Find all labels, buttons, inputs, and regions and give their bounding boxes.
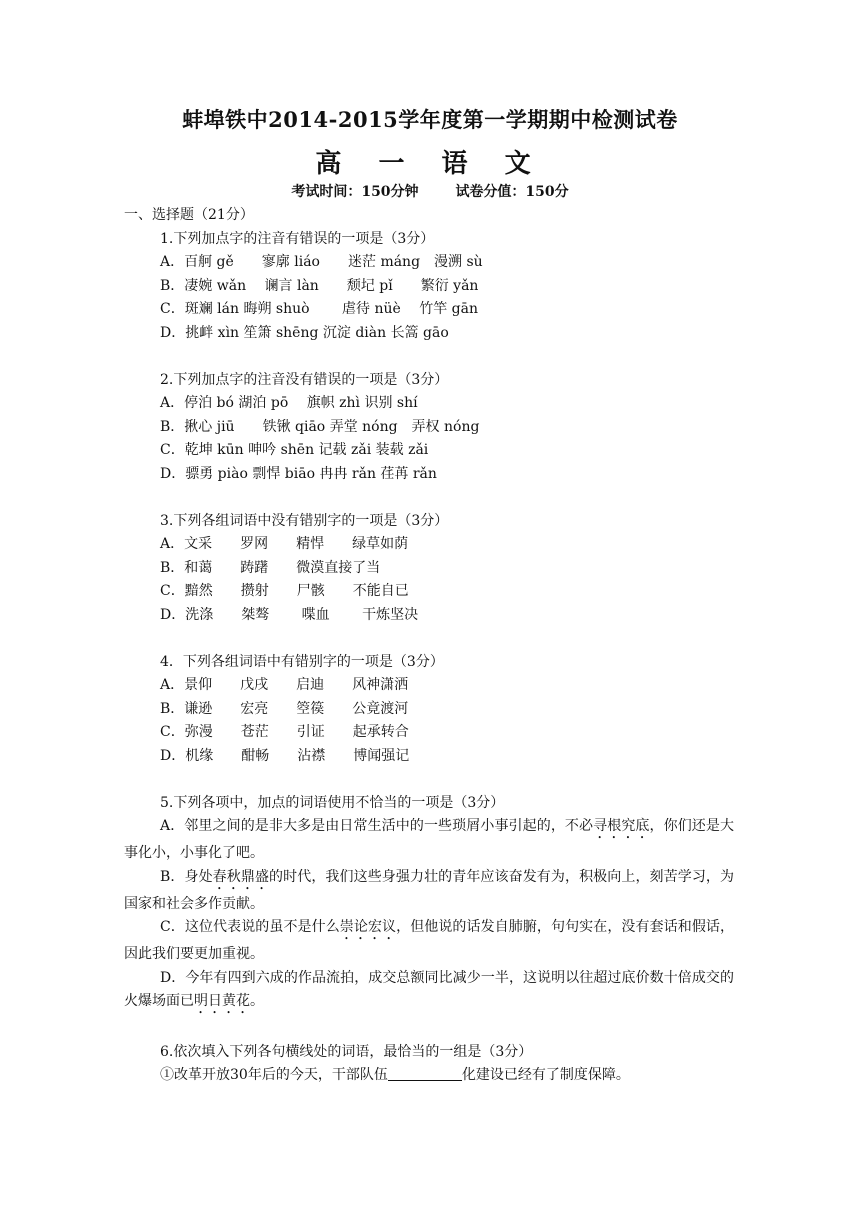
sentence-text: ①改革开放30年后的今天，干部队伍 <box>160 1067 388 1083</box>
exam-time: 考试时间：150分钟 <box>291 184 419 200</box>
fill-blank <box>388 1066 462 1081</box>
spacer <box>124 345 734 369</box>
dotted-phrase: 崇论宏议 <box>339 919 397 935</box>
option-c <box>124 916 734 967</box>
option-b: B．凄婉 wǎn 谰言 làn 颓圮 pǐ 繁衍 yǎn <box>160 277 479 294</box>
option-c: C．斑斓 lán 晦朔 shuò 虐待 nüè 竹竿 gān <box>160 301 478 317</box>
question-3 <box>124 510 734 628</box>
option-a: A．停泊 bó 湖泊 pō 旗帜 zhì 识别 shí <box>160 395 418 411</box>
option-text: A．邻里之间的是非大多是由日常生活中的一些琐屑小事引起的，不必 <box>160 818 594 834</box>
option-text: ，但他说的话发自肺腑，句句实在，没有套话和假话，因此我们要更加重视。 <box>124 919 734 962</box>
question-stem: 5.下列各项中，加点的词语使用不恰当的一项是（3分） <box>160 794 505 811</box>
spacer <box>124 1017 734 1041</box>
option-a <box>124 815 734 866</box>
option-d <box>124 967 734 1018</box>
question-stem: 4．下列各组词语中有错别字的一项是（3分） <box>160 653 444 670</box>
spacer <box>124 768 734 792</box>
question-6 <box>124 1041 734 1088</box>
option-text: C．这位代表说的虽不是什么 <box>160 919 340 935</box>
option-c: C．乾坤 kūn 呻吟 shēn 记载 zǎi 装载 zǎi <box>160 442 429 458</box>
dotted-phrase: 明日黄花 <box>194 993 250 1009</box>
option-c: C．黯然 攒射 尸骸 不能自已 <box>160 583 409 599</box>
question-stem: 2.下列加点字的注音没有错误的一项是（3分） <box>160 371 449 388</box>
exam-title: 蚌埠铁中2014-2015学年度第一学期期中检测试卷 <box>182 107 678 132</box>
spacer <box>124 486 734 510</box>
dotted-phrase: 春秋鼎盛 <box>212 868 270 885</box>
option-a: A．百舸 gě 寥廓 liáo 迷茫 máng 漫溯 sù <box>160 254 483 270</box>
option-b <box>124 866 734 917</box>
question-2 <box>124 369 734 487</box>
question-1 <box>124 228 734 346</box>
question-5 <box>124 792 734 1018</box>
question-4 <box>124 651 734 769</box>
option-text: D．今年有四到六成的作品流拍，成交总额同比减少一半，这说明以往超过底价数十倍成交的火爆场面已 <box>124 969 734 1009</box>
sentence-text: 化建设已经有了制度保障。 <box>461 1067 630 1083</box>
option-text: B．身处 <box>160 868 213 885</box>
question-stem: 6.依次填入下列各句横线处的词语，最恰当的一组是（3分） <box>160 1043 533 1060</box>
option-text: ，你们还是大事化小，小事化了吧。 <box>124 818 735 861</box>
exam-info <box>0 181 860 201</box>
exam-content <box>124 204 734 1088</box>
spacer <box>124 627 734 651</box>
option-d: D．洗涤 桀骜 喋血 干炼坚决 <box>160 606 419 623</box>
section-heading: 一、选择题（21分） <box>124 207 254 223</box>
option-text: 。 <box>250 993 264 1009</box>
exam-subject: 高 一 语 文 <box>315 149 545 179</box>
option-a: A．文采 罗网 精悍 绿草如荫 <box>160 536 409 552</box>
option-text: 的时代，我们这些身强力壮的青年应该奋发有为，积极向上，刻苦学习，为国家和社会多作贡献。 <box>124 868 735 912</box>
sentence-1 <box>124 1064 734 1088</box>
exam-score: 试卷分值：150分 <box>455 184 569 200</box>
option-b: B．谦逊 宏亮 箜篌 公竟渡河 <box>160 700 409 717</box>
option-d: D．骠勇 piào 剽悍 biāo 冉冉 rǎn 荏苒 rǎn <box>160 465 437 482</box>
option-d: D．机缘 酣畅 沾襟 博闻强记 <box>160 747 410 764</box>
question-stem: 3.下列各组词语中没有错别字的一项是（3分） <box>160 512 449 529</box>
option-c: C．弥漫 苍茫 引证 起承转合 <box>160 724 409 740</box>
option-b: B．和蔼 踌躇 微漠直接了当 <box>160 559 381 576</box>
question-stem: 1.下列加点字的注音有错误的一项是（3分） <box>160 230 435 247</box>
option-a: A．景仰 戊戌 启迪 风神潇洒 <box>160 677 409 693</box>
option-d: D．挑衅 xìn 笙箫 shēng 沉淀 diàn 长篙 gāo <box>160 324 449 341</box>
option-b: B．揪心 jiū 铁锹 qiāo 弄堂 nóng 弄权 nóng <box>160 418 480 435</box>
dotted-phrase: 寻根究底 <box>593 818 650 834</box>
